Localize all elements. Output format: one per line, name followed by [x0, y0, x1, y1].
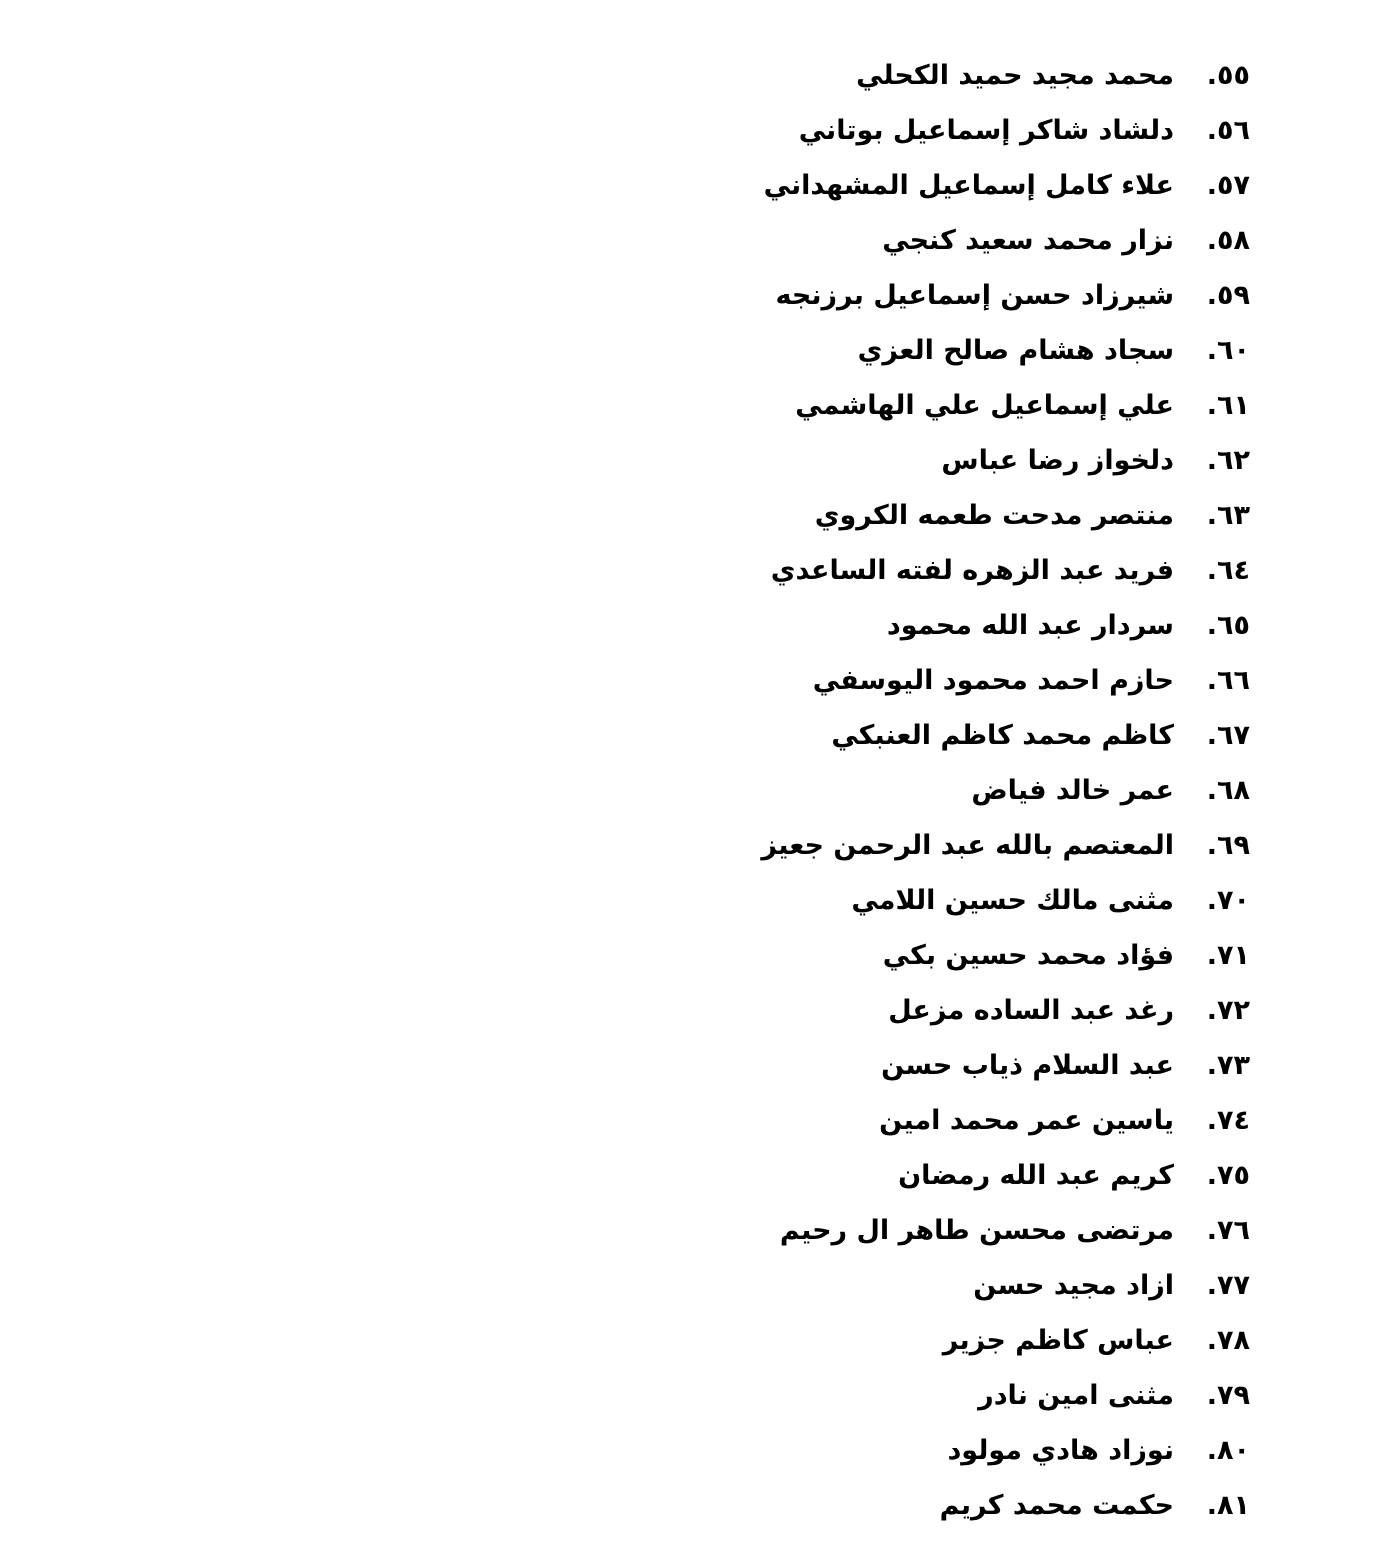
list-item	[690, 1093, 1250, 1148]
item-name: علاء كامل إسماعيل المشهداني	[763, 170, 1174, 201]
item-number: .٦٩	[1206, 830, 1250, 861]
list-item	[690, 323, 1250, 378]
item-number: .٧٢	[1206, 995, 1250, 1026]
item-name: مرتضى محسن طاهر ال رحيم	[779, 1215, 1174, 1246]
item-number: .٦٨	[1206, 775, 1250, 806]
item-number: .٨١	[1206, 1490, 1250, 1521]
item-number: .٧٨	[1206, 1325, 1250, 1356]
item-number: .٧٣	[1206, 1050, 1250, 1081]
list-item	[690, 378, 1250, 433]
item-name: رغد عبد الساده مزعل	[888, 995, 1174, 1026]
item-name: عباس كاظم جزير	[942, 1325, 1174, 1356]
list-item	[690, 1368, 1250, 1423]
item-number: .٥٨	[1206, 225, 1250, 256]
item-number: .٨٠	[1206, 1435, 1250, 1466]
list-item	[690, 818, 1250, 873]
item-number: .٥٩	[1206, 280, 1250, 311]
item-name: ازاد مجيد حسن	[973, 1270, 1174, 1301]
list-item	[690, 983, 1250, 1038]
list-item	[690, 653, 1250, 708]
item-name: نزار محمد سعيد كنجي	[882, 225, 1174, 256]
list-item	[690, 1203, 1250, 1258]
item-number: .٦٢	[1206, 445, 1250, 476]
list-item	[690, 268, 1250, 323]
item-number: .٦٧	[1206, 720, 1250, 751]
item-number: .٦٤	[1206, 555, 1250, 586]
item-name: حازم احمد محمود اليوسفي	[812, 665, 1174, 696]
item-number: .٦٦	[1206, 665, 1250, 696]
document-page	[0, 48, 1400, 1528]
item-name: مثنى امين نادر	[978, 1380, 1174, 1411]
list-item	[690, 708, 1250, 763]
item-name: المعتصم بالله عبد الرحمن جعيز	[761, 830, 1174, 861]
item-number: .٧٩	[1206, 1380, 1250, 1411]
list-item	[690, 433, 1250, 488]
list-item	[690, 103, 1250, 158]
item-name: نوزاد هادي مولود	[947, 1435, 1174, 1466]
item-number: .٧٠	[1206, 885, 1250, 916]
item-name: كاظم محمد كاظم العنبكي	[831, 720, 1174, 751]
item-name: فريد عبد الزهره لفته الساعدي	[770, 555, 1174, 586]
list-item	[690, 1258, 1250, 1313]
item-number: .٥٧	[1206, 170, 1250, 201]
list-item	[690, 1313, 1250, 1368]
item-name: حكمت محمد كريم	[939, 1490, 1174, 1521]
item-name: سردار عبد الله محمود	[886, 610, 1174, 641]
item-name: عبد السلام ذياب حسن	[881, 1050, 1174, 1081]
names-list	[690, 48, 1250, 1533]
item-name: كريم عبد الله رمضان	[898, 1160, 1174, 1191]
list-item	[690, 1423, 1250, 1478]
item-name: مثنى مالك حسين اللامي	[851, 885, 1174, 916]
list-item	[690, 763, 1250, 818]
item-number: .٧٦	[1206, 1215, 1250, 1246]
item-name: فؤاد محمد حسين بكي	[882, 940, 1174, 971]
item-number: .٧٥	[1206, 1160, 1250, 1191]
item-name: شيرزاد حسن إسماعيل برزنجه	[775, 280, 1174, 311]
item-name: ياسين عمر محمد امين	[879, 1105, 1174, 1136]
item-number: .٥٥	[1206, 60, 1250, 91]
item-name: دلشاد شاكر إسماعيل بوتاني	[798, 115, 1174, 146]
item-number: .٥٦	[1206, 115, 1250, 146]
item-number: .٧٧	[1206, 1270, 1250, 1301]
list-item	[690, 873, 1250, 928]
item-number: .٧١	[1206, 940, 1250, 971]
item-name: عمر خالد فياض	[971, 775, 1174, 806]
list-item	[690, 1038, 1250, 1093]
item-number: .٦١	[1206, 390, 1250, 421]
list-item	[690, 598, 1250, 653]
item-name: دلخواز رضا عباس	[941, 445, 1174, 476]
item-number: .٦٥	[1206, 610, 1250, 641]
item-name: محمد مجيد حميد الكحلي	[856, 60, 1174, 91]
item-number: .٦٣	[1206, 500, 1250, 531]
item-name: سجاد هشام صالح العزي	[857, 335, 1174, 366]
list-item	[690, 48, 1250, 103]
item-name: منتصر مدحت طعمه الكروي	[814, 500, 1174, 531]
list-item	[690, 1478, 1250, 1533]
list-item	[690, 158, 1250, 213]
list-item	[690, 213, 1250, 268]
item-number: .٧٤	[1206, 1105, 1250, 1136]
item-number: .٦٠	[1206, 335, 1250, 366]
list-item	[690, 543, 1250, 598]
list-item	[690, 1148, 1250, 1203]
list-item	[690, 928, 1250, 983]
list-item	[690, 488, 1250, 543]
item-name: علي إسماعيل علي الهاشمي	[795, 390, 1174, 421]
